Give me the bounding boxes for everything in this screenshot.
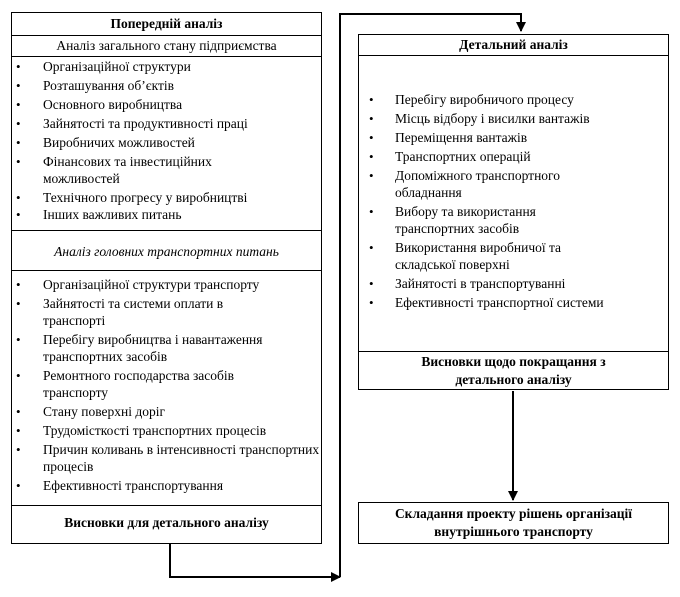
detailed-analysis-conclusions: Висновки щодо покращання з детального аналізу [421,354,606,387]
list-item: • Зайнятості та системи оплати в транспорті [12,295,321,329]
connector-left-to-detail [170,543,340,577]
list-item: • Фінансових та інвестиційних можливостей [12,153,321,187]
list-item: • Зайнятості в транспортуванні [359,275,668,292]
list-item: • Організаційної структури транспорту [12,276,321,293]
divider [12,505,321,506]
list-item: • Використання виробничої та складської поверхні [359,239,668,273]
divider [12,270,321,271]
preliminary-analysis-title: Попередній аналіз [110,16,223,31]
list-item: • Стану поверхні доріг [12,403,321,420]
divider [12,230,321,231]
list-item: • Переміщення вантажів [359,129,668,146]
list-item: • Зайнятості та продуктивності праці [12,115,321,132]
list-item: • Виробничих можливостей [12,134,321,151]
list-item: • Допоміжного транспортного обладнання [359,167,668,201]
final-decision-box [358,502,669,544]
detailed-analysis-title: Детальний аналіз [459,37,568,52]
transport-analysis-title: Аналіз головних транспортних питань [54,244,279,259]
preliminary-analysis-panel [11,12,322,544]
list-item: • Основного виробництва [12,96,321,113]
general-analysis-title: Аналіз загального стану підприємства [56,38,277,53]
list-item: • Технічного прогресу у виробництві [12,189,321,206]
list-item: • Перебігу виробництва і навантаження транспортних засобів [12,331,321,365]
divider [12,35,321,36]
divider [359,55,668,56]
divider [359,351,668,352]
final-decision-text: Складання проекту рішень організації внутрішнього транспорту [394,506,633,539]
detailed-analysis-list [359,91,668,311]
list-item: • Вибору та використання транспортних засобів [359,203,668,237]
list-item: • Транспортних операцій [359,148,668,165]
list-item: • Причин коливань в інтенсивності транспортних процесів [12,441,321,475]
list-item: • Організаційної структури [12,58,321,75]
transport-analysis-list [12,276,321,494]
divider [12,56,321,57]
conclusions-for-detailed-analysis: Висновки для детального аналізу [64,515,269,530]
list-item: • Розташування об’єктів [12,77,321,94]
list-item: • Перебігу виробничого процесу [359,91,668,108]
list-item: • Ефективності транспортування [12,477,321,494]
list-item: • Інших важливих питань [12,206,321,223]
detailed-analysis-panel [358,34,669,390]
list-item: • Місць відбору і висилки вантажів [359,110,668,127]
general-analysis-list [12,58,321,223]
list-item: • Ремонтного господарства засобів транспорту [12,367,321,401]
list-item: • Трудомісткості транспортних процесів [12,422,321,439]
list-item: • Ефективності транспортної системи [359,294,668,311]
